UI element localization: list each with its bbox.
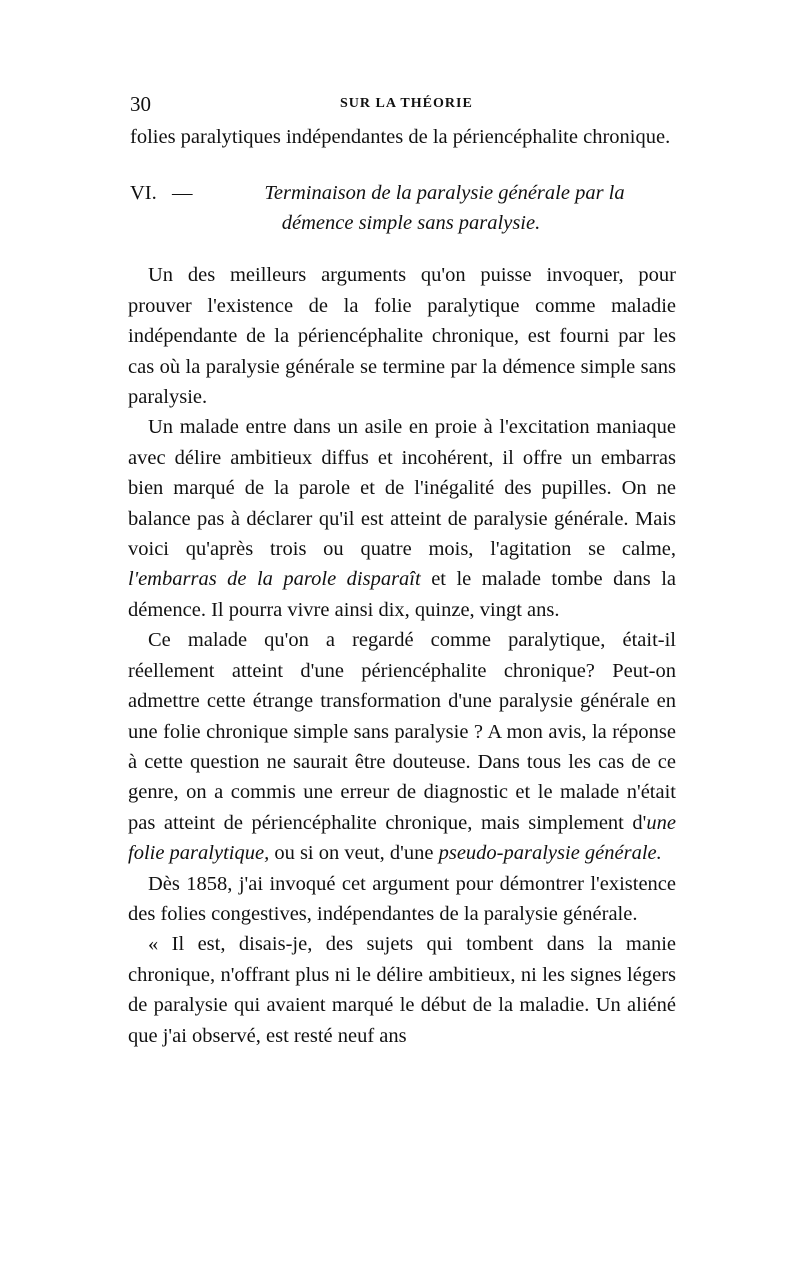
paragraph-2-part-b: et le malade tombe dans la démence. Il pourra vivre ainsi dix, quinze, vingt ans. [128, 568, 676, 621]
section-number: VI. [130, 182, 157, 205]
section-heading [128, 178, 676, 238]
paragraph-2 [128, 412, 676, 625]
body-text [128, 122, 676, 1051]
paragraph-3-emphasis-2: pseudo-paralysie générale. [438, 842, 662, 865]
opening-line-1: folies paralytiques indépendantes de la périencéphalite [130, 126, 578, 148]
paragraph-2-part-a: Un malade entre dans un asile en proie à l'excitation maniaque avec délire ambitieux diffus et incohérent, il offre un embarras bien marqué de la parole et de l'inégalité des pupilles. On ne balance pas à déclarer qu'il est atteint de paralysie générale. Mais voici qu'après trois ou quatre mois, l'agitation se calme, [128, 416, 676, 561]
paragraph-5: « Il est, disais-je, des sujets qui tombent dans la manie chronique, n'offrant plus ni le délire ambitieux, ni les signes légers de paralysie qui avaient marqué le début de la maladie. Un aliéné que j'ai observé, est resté neuf ans [128, 933, 676, 1047]
paragraph-3-part-a: Ce malade qu'on a regardé comme paralytique, était-il réellement atteint d'une périencéphalite chronique? Peut-on admettre cette étrange transformation d'une paralysie générale en une folie chronique simple sans paralysie ? A mon avis, la réponse à cette question ne saurait être douteuse. Dans tous les cas de ce genre, on a commis une erreur de diagnostic et le malade n'était pas atteint de périencéphalite chronique, mais simplement d' [128, 629, 676, 834]
paragraph-4: Dès 1858, j'ai invoqué cet argument pour démontrer l'existence des folies congestives, indépendantes de la paralysie générale. [128, 872, 676, 925]
running-head-title: SUR LA THÉORIE [340, 96, 473, 111]
section-title-line-1: Terminaison de la paralysie générale par la [264, 182, 625, 205]
section-dash: — [172, 182, 193, 205]
paragraph-3-emphasis-1: une folie paralytique, [128, 811, 676, 865]
paragraph-1: Un des meilleurs arguments qu'on puisse invoquer, pour prouver l'existence de la folie paralytique comme maladie indépendante de la périencéphalite chronique, est fourni par les cas où la paralysie générale se termine par la démence simple sans paralysie. [128, 264, 676, 409]
running-head [128, 92, 676, 122]
opening-line [128, 122, 676, 152]
paragraph-3-middle: ou si on veut, d'une [274, 842, 434, 865]
paragraph-2-emphasis: l'embarras de la parole disparaît [128, 568, 421, 591]
page-number: 30 [130, 92, 151, 116]
section-title-line-2: démence simple sans paralysie. [281, 212, 541, 235]
book-page [128, 92, 676, 1051]
paragraph-3 [128, 625, 676, 868]
opening-line-2: chronique. [583, 126, 671, 148]
